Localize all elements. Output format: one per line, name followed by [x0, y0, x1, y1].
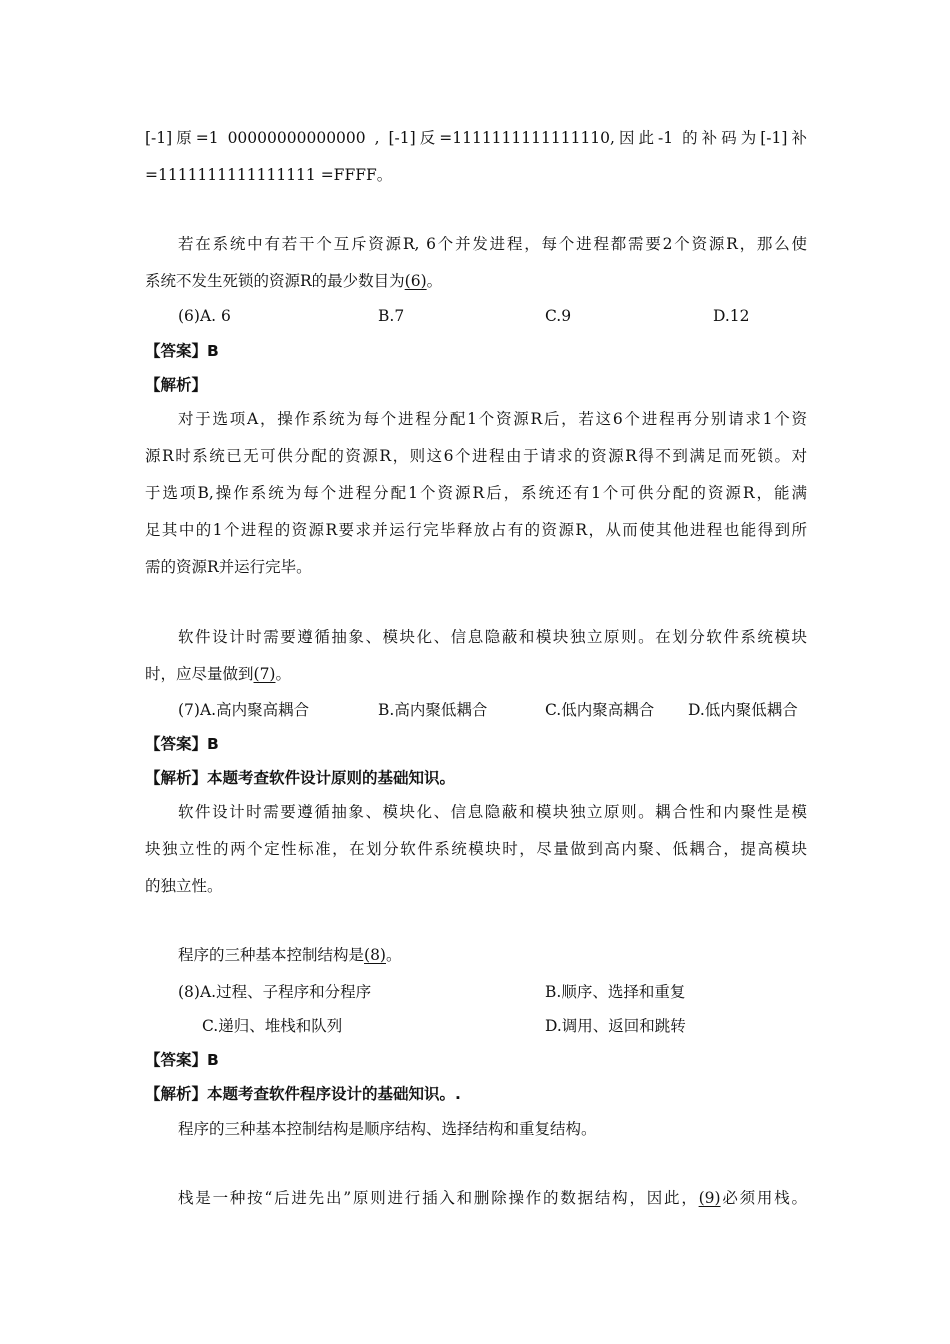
q7-blank: (7) — [253, 665, 276, 683]
q8-stem-text: 程序的三种基本控制结构是 — [178, 946, 365, 964]
q8-blank: (8) — [364, 946, 386, 964]
q6-answer: 【答案】B — [145, 342, 219, 360]
q6-option-d: D.12 — [713, 307, 750, 325]
q7-explain-line-1: 软件设计时需要遵循抽象、模块化、信息隐蔽和模块独立原则。耦合性和内聚性是模 — [178, 803, 807, 821]
q8-explain: 程序的三种基本控制结构是顺序结构、选择结构和重复结构。 — [178, 1120, 597, 1138]
q8-option-d: D.调用、返回和跳转 — [545, 1017, 686, 1035]
q7-option-b: B.高内聚低耦合 — [378, 701, 488, 719]
q6-blank: (6) — [404, 272, 427, 290]
q6-explain-line-1: 对于选项A，操作系统为每个进程分配1个资源R后，若这6个进程再分别请求1个资 — [178, 410, 807, 428]
q9-blank: (9) — [698, 1189, 721, 1207]
q7-answer: 【答案】B — [145, 735, 219, 753]
q9-stem-end: 必须用栈。 — [720, 1189, 807, 1207]
q7-explain-line-2: 块独立性的两个定性标准，在划分软件系统模块时，尽量做到高内聚、低耦合，提高模块 — [145, 840, 807, 858]
q6-explain-line-2: 源R时系统已无可供分配的资源R，则这6个进程由于请求的资源R得不到满足而死锁。对 — [145, 447, 807, 465]
q8-stem-end: 。 — [385, 946, 402, 964]
q6-stem-text: 系统不发生死锁的资源R的最少数目为 — [145, 272, 405, 290]
q8-option-b: B.顺序、选择和重复 — [545, 983, 686, 1001]
q9-stem — [178, 1187, 807, 1209]
q6-explain-line-3: 于选项B,操作系统为每个进程分配1个资源R后，系统还有1个可供分配的资源R，能满 — [145, 484, 807, 502]
intro-line-1: [-1]原=1 00000000000000 , [-1]反=1111111111111110,因此-1 的补码为[-1]补 — [145, 129, 807, 147]
q8-stem — [178, 944, 807, 966]
q6-analysis-label: 【解析】 — [145, 376, 208, 394]
q7-option-a: (7)A.高内聚高耦合 — [178, 701, 310, 719]
q7-stem-line-1: 软件设计时需要遵循抽象、模块化、信息隐蔽和模块独立原则。在划分软件系统模块 — [178, 628, 807, 646]
q6-option-b: B.7 — [378, 307, 405, 325]
q6-stem-line-2 — [145, 270, 807, 292]
q7-option-d: D.低内聚低耦合 — [688, 701, 798, 719]
q8-option-c: C.递归、堆栈和队列 — [202, 1017, 343, 1035]
q6-option-c: C.9 — [545, 307, 572, 325]
q9-stem-text: 栈是一种按“后进先出”原则进行插入和删除操作的数据结构，因此， — [178, 1189, 699, 1207]
q6-explain-line-4: 足其中的1个进程的资源R要求并运行完毕释放占有的资源R，从而使其他进程也能得到所 — [145, 521, 807, 539]
q7-explain-line-3: 的独立性。 — [145, 877, 223, 895]
q7-analysis: 【解析】本题考查软件设计原则的基础知识。 — [145, 769, 456, 787]
q7-stem-end: 。 — [275, 665, 291, 683]
q7-stem-text: 时，应尽量做到 — [145, 665, 254, 683]
q6-option-a: (6)A. 6 — [178, 307, 231, 325]
q8-analysis: 【解析】本题考查软件程序设计的基础知识。. — [145, 1085, 461, 1103]
q6-stem-end: 。 — [426, 272, 443, 290]
q6-explain-line-5: 需的资源R并运行完毕。 — [145, 558, 312, 576]
q7-option-c: C.低内聚高耦合 — [545, 701, 655, 719]
q7-stem-line-2 — [145, 663, 807, 685]
intro-line-2: =1111111111111111 =FFFF。 — [145, 166, 393, 184]
q8-answer: 【答案】B — [145, 1051, 219, 1069]
q8-option-a: (8)A.过程、子程序和分程序 — [178, 983, 372, 1001]
q6-stem-line-1: 若在系统中有若干个互斥资源R, 6个并发进程，每个进程都需要2个资源R，那么使 — [178, 235, 807, 253]
